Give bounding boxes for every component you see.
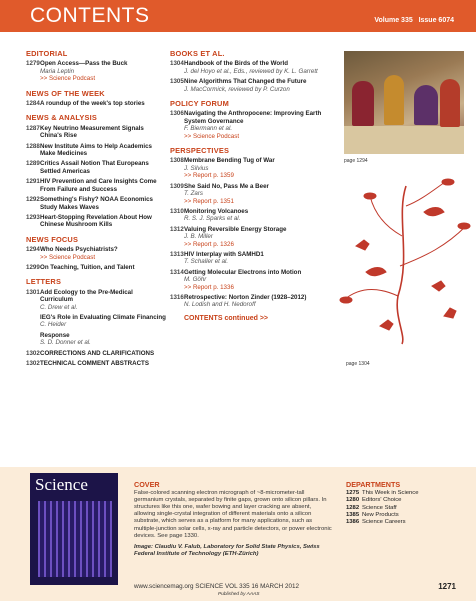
entry-page (26, 314, 40, 329)
toc-entry[interactable] (26, 100, 166, 107)
entry-author: J. B. Miller (184, 233, 213, 241)
dept-item[interactable]: 1385 New Products (346, 511, 399, 518)
bird-illustration (336, 176, 472, 346)
section-heading: BOOKS ET AL. (170, 49, 225, 58)
toc-entry[interactable] (170, 294, 332, 309)
entry-title: Handbook of the Birds of the World (184, 60, 289, 68)
entry-page: 1316 (170, 293, 184, 301)
entry-link[interactable]: >> Report p. 1359 (184, 172, 234, 180)
volume-issue (374, 17, 454, 24)
entry-title: TECHNICAL COMMENT ABSTRACTS (40, 360, 149, 367)
entry-page: 1304 (170, 60, 184, 68)
toc-entry[interactable] (170, 78, 332, 93)
toc-entry[interactable] (26, 178, 166, 193)
entry-title: Something's Fishy? NOAA Economics Study Makes Waves (40, 196, 153, 211)
entry-page: 1306 (170, 110, 184, 118)
entry-title: New Institute Aims to Help Academics Make Medicines (40, 142, 152, 158)
entry-page: 1302 (26, 360, 40, 367)
toc-entry[interactable] (26, 264, 166, 271)
toc-entry[interactable] (26, 60, 166, 82)
cover-credit: Image: Claudiu V. Falub, Laboratory for Solid State Physics, Swiss Federal Institute of Technology (ETH-Zürich) (134, 543, 320, 557)
entry-author: C. Drew et al. (40, 303, 78, 311)
toc-entry[interactable] (26, 246, 166, 261)
footer (134, 583, 299, 597)
toc-entry[interactable] (26, 332, 166, 347)
toc-entry[interactable] (26, 289, 166, 311)
toc-entry[interactable] (170, 157, 332, 179)
entry-title: HIV Interplay with SAMHD1 (184, 250, 264, 258)
entry-title: Who Needs Psychiatrists? (40, 246, 118, 254)
entry-link[interactable]: >> Science Podcast (184, 132, 240, 140)
toc-entry[interactable] (170, 251, 332, 266)
issue-label: Issue 6074 (418, 17, 454, 24)
toc-entry[interactable] (26, 143, 166, 158)
entry-title: Heart-Stopping Revelation About How Chinese Mushroom Kills (40, 213, 152, 229)
publisher: Published by AAAS (218, 592, 260, 597)
entry-link[interactable]: >> Science Podcast (40, 75, 96, 83)
toc-entry[interactable] (170, 208, 332, 223)
entry-page: 1289 (26, 160, 40, 168)
entry-page: 1299 (26, 263, 40, 271)
toc-entry[interactable] (170, 226, 332, 248)
entry-author: T. Zars (184, 190, 204, 198)
section-heading: EDITORIAL (26, 49, 68, 58)
entry-page: 1279 (26, 60, 40, 68)
contents-continued-link[interactable]: CONTENTS continued >> (184, 314, 269, 322)
toc-entry[interactable] (170, 60, 332, 75)
entry-page: 1301 (26, 288, 40, 296)
cover-heading: COVER (134, 480, 160, 489)
volume-label: Volume 335 (374, 17, 413, 24)
entry-link[interactable]: >> Report p. 1326 (184, 240, 234, 248)
entry-title: A roundup of the week's top stories (40, 100, 145, 108)
photo-caption: page 1294 (344, 158, 368, 164)
entry-page: 1302 (26, 349, 40, 357)
entry-title: IEG's Role in Evaluating Climate Financing (40, 313, 166, 321)
bird-caption: page 1304 (346, 361, 370, 367)
section-heading: NEWS FOCUS (26, 234, 79, 244)
cover-text: False-colored scanning electron micrograph of ~8-micrometer-tall germanium crystals, separated by finite gaps, grown onto silicon pillars. In structures like this one, wafer bowing and layer cracking are absent, allowing single-crystal integration of different materials onto a silicon substrate, which serves as a platform for many applications, such as multiple-junction solar cells, x-ray and particle detectors, or power electronic devices. See page 1330. (134, 490, 332, 539)
entry-author: F. Biermann et al. (184, 125, 233, 133)
entry-author: J. del Hoyo et al., Eds., reviewed by K. L. Garrett (184, 67, 318, 75)
entry-title: HIV Prevention and Care Insights Come From Failure and Success (40, 178, 157, 193)
toc-entry[interactable] (26, 314, 166, 329)
entry-page: 1312 (170, 225, 184, 233)
dept-item[interactable]: 1280 Editors' Choice (346, 497, 402, 504)
entry-title: She Said No, Pass Me a Beer (184, 182, 269, 190)
entry-page: 1314 (170, 268, 184, 276)
footer-line: www.sciencemag.org SCIENCE VOL 335 16 MARCH 2012 (134, 583, 299, 590)
contents-column-middle (170, 50, 332, 322)
entry-author: S. D. Donner et al. (40, 339, 91, 347)
entry-page: 1284 (26, 100, 40, 108)
entry-title: Response (40, 331, 70, 339)
entry-author: J. MacCormick, reviewed by P. Curzon (184, 85, 290, 93)
entry-page: 1310 (170, 207, 184, 215)
entry-page: 1308 (170, 157, 184, 165)
entry-page: 1287 (26, 124, 40, 132)
dept-item[interactable]: 1386 Science Careers (346, 519, 406, 526)
entry-title: Monitoring Volcanoes (184, 207, 249, 215)
entry-page: 1288 (26, 142, 40, 150)
entry-page: 1293 (26, 213, 40, 221)
toc-entry[interactable] (26, 360, 166, 367)
entry-author: Maria Leptin (40, 67, 75, 75)
entry-title: Add Ecology to the Pre-Medical Curriculum (40, 288, 133, 304)
entry-title: Getting Molecular Electrons into Motion (184, 268, 302, 276)
toc-entry[interactable] (26, 196, 166, 211)
section-heading: POLICY FORUM (170, 99, 229, 109)
entry-title: Open Access—Pass the Buck (40, 60, 128, 68)
entry-title: Navigating the Anthropocene: Improving Earth System Governance (184, 110, 322, 125)
entry-page: 1305 (170, 78, 184, 86)
entry-page: 1294 (26, 246, 40, 254)
entry-title: On Teaching, Tuition, and Talent (40, 263, 135, 271)
entry-author: C. Heider (40, 321, 67, 329)
page-number: 1271 (438, 582, 456, 591)
cover-logo: Science (35, 475, 88, 494)
departments-heading: DEPARTMENTS (346, 480, 401, 489)
entry-author: M. Göhr (184, 276, 207, 284)
entry-title: Key Neutrino Measurement Signals China's Rise (40, 124, 144, 140)
section-heading: NEWS OF THE WEEK (26, 88, 105, 98)
entry-title: Critics Assail Notion That Europeans Settled Americas (40, 160, 149, 175)
entry-link[interactable]: >> Report p. 1336 (184, 283, 234, 291)
entry-author: R. S. J. Sparks et al. (184, 215, 241, 223)
entry-title: CORRECTIONS AND CLARIFICATIONS (40, 349, 155, 357)
entry-title: Membrane Bending Tug of War (184, 157, 275, 165)
entry-page: 1292 (26, 196, 40, 204)
departments (346, 481, 466, 526)
page-title: CONTENTS (30, 4, 150, 27)
contents-column-left (26, 50, 166, 370)
entry-author: N. Lodish and H. Nedoroff (184, 301, 256, 309)
toc-entry[interactable] (26, 214, 166, 229)
entry-author: T. Schaller et al. (184, 258, 229, 266)
section-heading: LETTERS (26, 277, 62, 287)
section-heading: NEWS & ANALYSIS (26, 113, 98, 123)
dept-item[interactable]: 1282 Science Staff (346, 504, 397, 511)
entry-page: 1313 (170, 250, 184, 258)
entry-author: J. Silvius (184, 164, 209, 172)
entry-page: 1291 (26, 178, 40, 186)
psychiatry-photo (344, 51, 464, 154)
toc-entry[interactable] (170, 183, 332, 205)
dept-item[interactable]: 1275 This Week in Science (346, 490, 419, 497)
entry-title: Valuing Reversible Energy Storage (184, 225, 287, 233)
toc-entry[interactable] (26, 160, 166, 175)
entry-title: Retrospective: Norton Zinder (1928–2012) (184, 293, 307, 301)
entry-link[interactable]: >> Science Podcast (40, 253, 96, 261)
entry-title: Nine Algorithms That Changed the Future (184, 78, 307, 86)
toc-entry[interactable] (26, 350, 166, 357)
section-heading: PERSPECTIVES (170, 146, 230, 156)
cover-description (134, 481, 332, 558)
toc-entry[interactable] (170, 269, 332, 291)
cover-image (30, 473, 118, 585)
entry-page: 1309 (170, 182, 184, 190)
entry-page (26, 332, 40, 347)
toc-entry[interactable] (26, 125, 166, 140)
entry-link[interactable]: >> Report p. 1351 (184, 197, 234, 205)
header-bar (0, 0, 476, 32)
toc-entry[interactable] (170, 110, 332, 140)
